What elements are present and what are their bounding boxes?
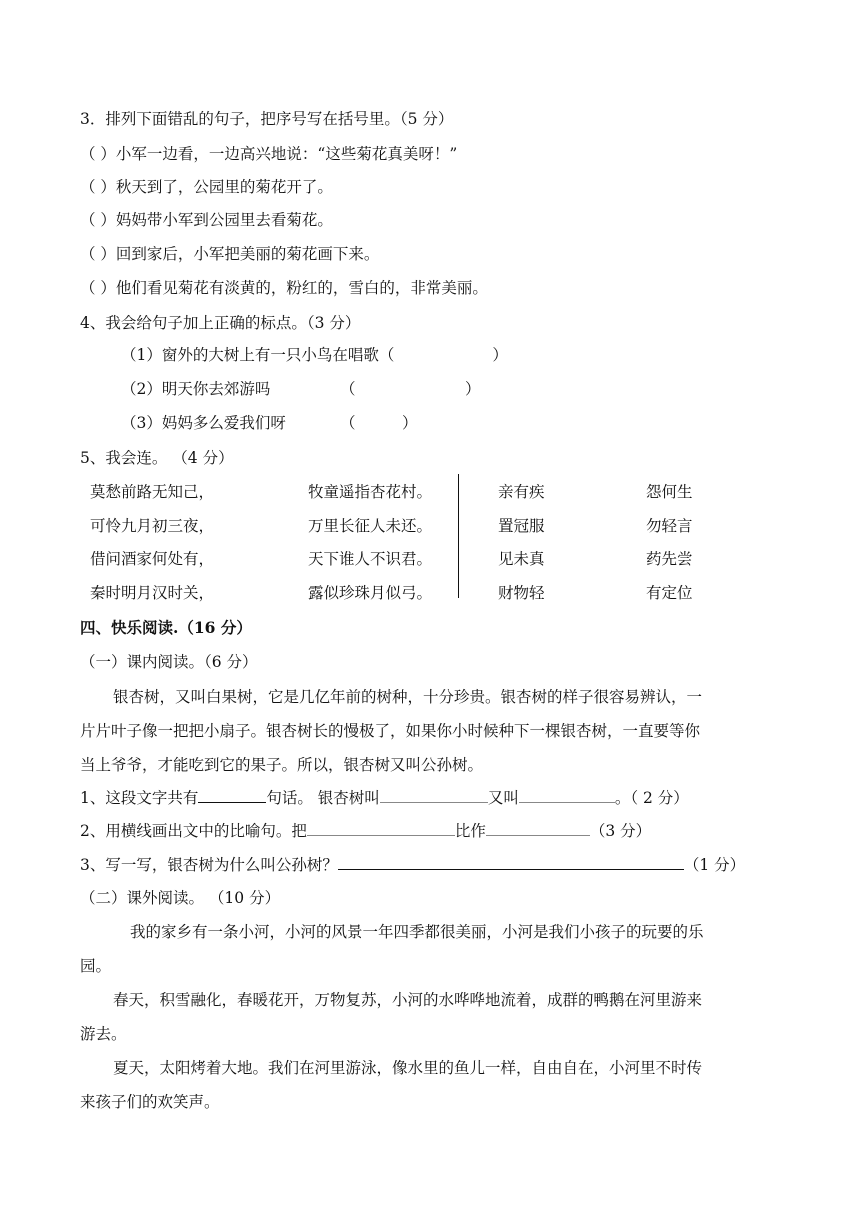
- blank-object[interactable]: [486, 820, 590, 836]
- part2-para-3-line-2: 来孩子们的欢笑声。: [80, 1093, 220, 1111]
- part2-para-1-line-2: 园。: [80, 957, 112, 975]
- q3-item-5: （ ）他们看见菊花有淡黄的，粉红的，雪白的，非常美丽。: [80, 279, 488, 297]
- q4-item-3-text: （3）妈妈多么爱我们呀: [121, 414, 286, 432]
- part1-q2: [80, 820, 651, 842]
- q5-right-a-4: 财物轻: [498, 584, 545, 602]
- q5-left-b-3: 天下谁人不识君。: [308, 550, 433, 568]
- q4-item-2-open: （: [340, 380, 356, 398]
- q4-item-1-close: ）: [492, 346, 508, 364]
- q5-left-b-4: 露似珍珠月似弓。: [308, 584, 433, 602]
- blank-subject[interactable]: [307, 820, 455, 836]
- q5-right-b-4: 有定位: [646, 584, 693, 602]
- q4-item-3-open: （: [340, 414, 356, 432]
- part1-q1-c: 又叫: [487, 789, 519, 807]
- q4-item-2: [121, 378, 270, 400]
- blank-sentence-count[interactable]: [198, 787, 266, 803]
- q5-left-b-1: 牧童遥指杏花村。: [308, 483, 433, 501]
- part1-line-1: 银杏树，又叫白果树，它是几亿年前的树种，十分珍贵。银杏树的样子很容易辨认，一: [113, 688, 703, 706]
- part1-q1-a: 1、这段文字共有: [80, 789, 199, 807]
- part1-q3-b: （1 分）: [683, 856, 746, 874]
- q5-right-a-2: 置冠服: [498, 517, 545, 535]
- q3-item-2: （ ）秋天到了，公园里的菊花开了。: [80, 178, 333, 196]
- q5-right-a-3: 见未真: [498, 550, 545, 568]
- q3-item-4: （ ）回到家后，小军把美丽的菊花画下来。: [80, 245, 380, 263]
- q3-title: 3．排列下面错乱的句子，把序号写在括号里。（5 分）: [80, 110, 454, 128]
- part1-q2-a: 2、用横线画出文中的比喻句。把: [80, 822, 307, 840]
- part1-q2-b: 比作: [454, 822, 486, 840]
- part1-q3-a: 3、写一写，银杏树为什么叫公孙树？: [80, 856, 338, 874]
- q4-item-2-text: （2）明天你去郊游吗: [121, 380, 271, 398]
- part1-title: （一）课内阅读。（6 分）: [80, 653, 258, 671]
- q5-left-a-2: 可怜九月初三夜，: [90, 517, 215, 535]
- blank-name-2[interactable]: [519, 787, 615, 803]
- q3-item-3: （ ）妈妈带小军到公园里去看菊花。: [80, 211, 333, 229]
- part1-q1: [80, 787, 689, 809]
- section4-title: 四、快乐阅读.（16 分）: [80, 618, 252, 637]
- q4-title: 4、我会给句子加上正确的标点。（3 分）: [80, 314, 361, 332]
- q5-title: 5、我会连。 （4 分）: [80, 449, 234, 467]
- q5-left-b-2: 万里长征人未还。: [308, 517, 433, 535]
- part1-line-2: 片片叶子像一把把小扇子。银杏树长的慢极了，如果你小时候种下一棵银杏树，一直要等你: [80, 722, 701, 740]
- q4-item-3: [121, 412, 286, 434]
- q4-item-1-text: （1）窗外的大树上有一只小鸟在唱歌（: [121, 346, 395, 364]
- part1-q2-c: （3 分）: [589, 822, 652, 840]
- q5-left-a-1: 莫愁前路无知己，: [90, 483, 215, 501]
- q5-left-a-3: 借问酒家何处有，: [90, 550, 215, 568]
- part1-line-3: 当上爷爷，才能吃到它的果子。所以，银杏树又叫公孙树。: [80, 756, 484, 774]
- part2-title: （二）课外阅读。 （10 分）: [80, 889, 281, 907]
- q4-item-2-close: ）: [465, 380, 481, 398]
- part1-q3: [80, 854, 745, 876]
- q4-item-3-close: ）: [402, 414, 418, 432]
- part1-q1-d: 。（ 2 分）: [614, 789, 689, 807]
- q5-divider: [458, 474, 459, 598]
- part2-para-1-line-1: 我的家乡有一条小河，小河的风景一年四季都很美丽，小河是我们小孩子的玩要的乐: [130, 923, 704, 941]
- q5-right-b-2: 勿轻言: [646, 517, 693, 535]
- part2-para-2-line-2: 游去。: [80, 1025, 127, 1043]
- blank-name-1[interactable]: [380, 787, 488, 803]
- q5-right-a-1: 亲有疾: [498, 483, 545, 501]
- q5-right-b-3: 药先尝: [646, 550, 693, 568]
- blank-reason[interactable]: [338, 854, 684, 870]
- part2-para-3-line-1: 夏天，太阳烤着大地。我们在河里游泳，像水里的鱼儿一样，自由自在，小河里不时传: [113, 1059, 703, 1077]
- part1-q1-b: 句话。 银杏树叫: [266, 789, 380, 807]
- q5-left-a-4: 秦时明月汉时关，: [90, 584, 215, 602]
- q5-right-b-1: 怨何生: [646, 483, 693, 501]
- q4-item-1: [121, 344, 508, 366]
- part2-para-2-line-1: 春天，积雪融化，春暖花开，万物复苏，小河的水哗哗地流着，成群的鸭鹅在河里游来: [113, 991, 703, 1009]
- q3-item-1: （ ）小军一边看，一边高兴地说：“这些菊花真美呀！”: [80, 145, 458, 163]
